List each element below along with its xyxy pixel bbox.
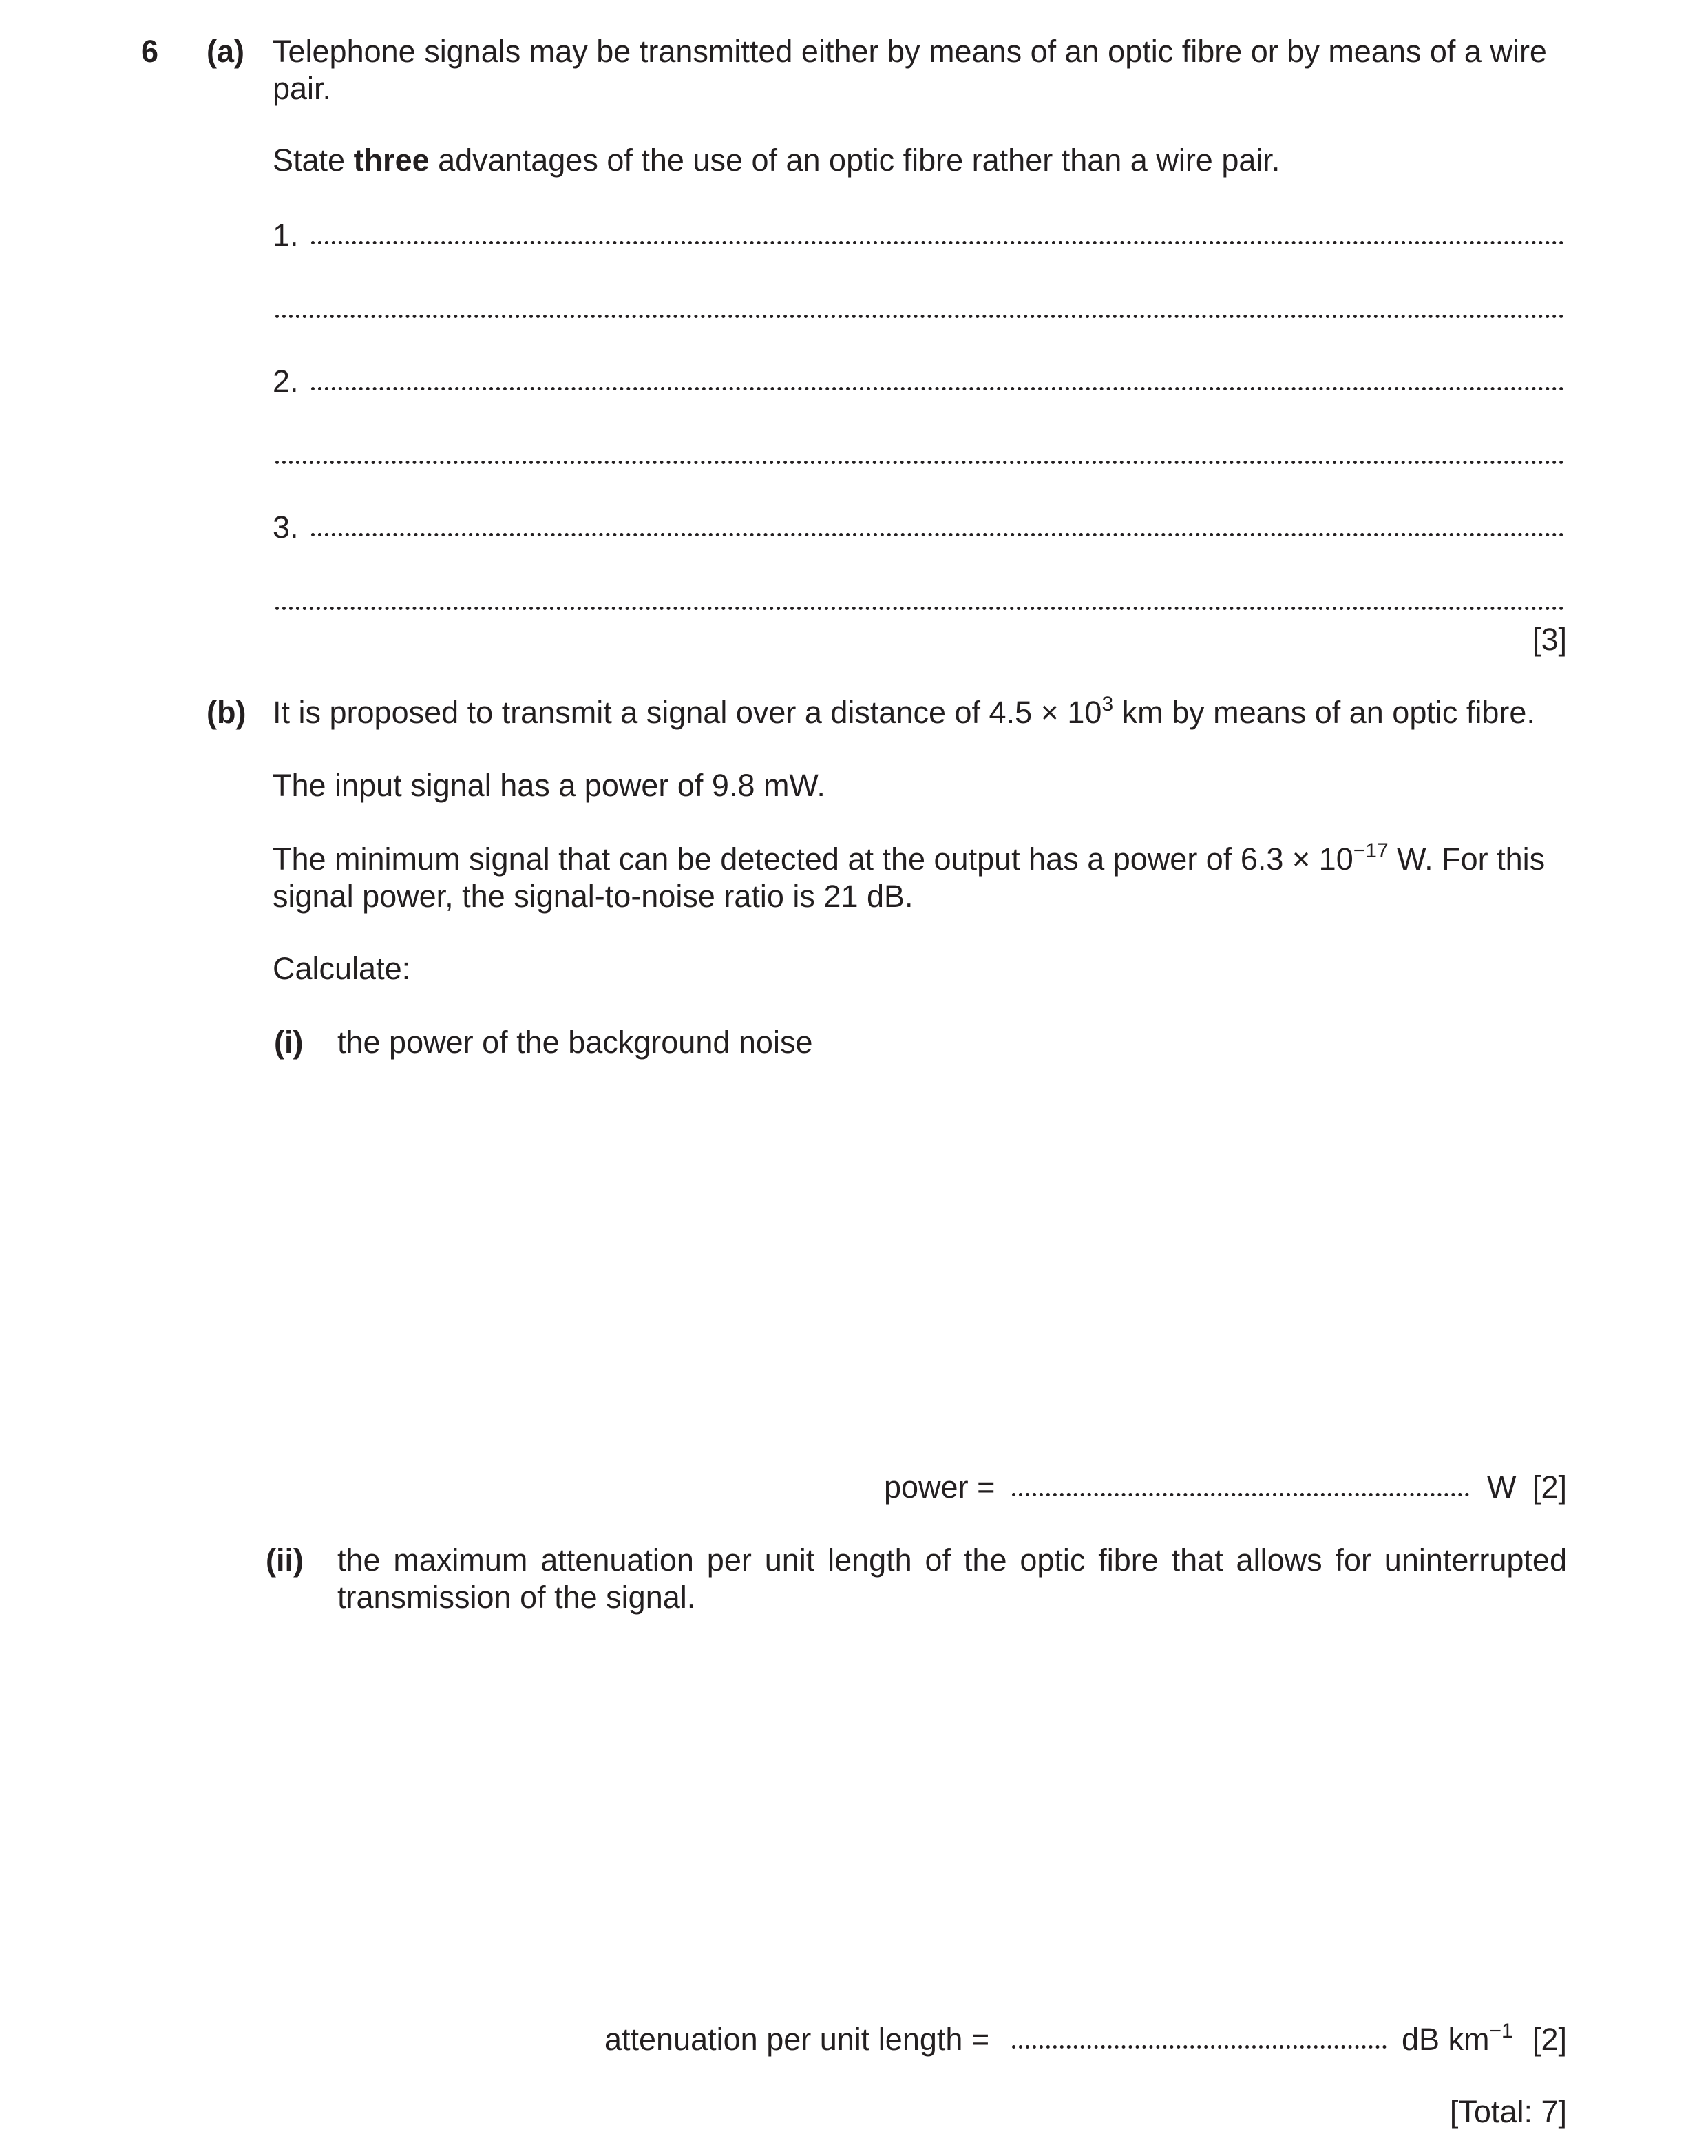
answer-line-1b[interactable]	[275, 315, 1564, 318]
question-number: 6	[141, 34, 159, 69]
attenuation-answer-line[interactable]	[1012, 2045, 1387, 2049]
part-a-label: (a)	[207, 34, 244, 69]
part-b-min-signal-text: The minimum signal that can be detected at the output has a power of $6.3 \times 10^{-17}$ W. For this signal power, the signal-to-noise ratio is 21 dB.	[273, 839, 1546, 914]
part-a-instruction: State three advantages of the use of an optic fibre rather than a wire pair.	[273, 143, 1280, 178]
answer-line-3a[interactable]	[311, 533, 1564, 536]
part-b-input-text: The input signal has a power of 9.8 mW.	[273, 768, 825, 803]
sub-ii-label: (ii)	[266, 1542, 304, 1578]
answer-label-3: 3.	[273, 510, 299, 545]
part-a-text: Telephone signals may be transmitted either by means of an optic fibre or by means of a wire pair.	[273, 34, 1547, 106]
answer-label-1: 1.	[273, 218, 299, 253]
part-b-intro: It is proposed to transmit a signal over a distance of $4.5 \times 10^3$ km by means of an optic fibre.	[273, 693, 1535, 730]
answer-label-2: 2.	[273, 364, 299, 399]
answer-line-1a[interactable]	[311, 241, 1564, 244]
power-answer-unit: W	[1487, 1469, 1517, 1505]
answer-line-2a[interactable]	[311, 387, 1564, 390]
sub-ii-text: the maximum attenuation per unit length of the optic fibre that allows for uninterrupted transmission of the signal.	[337, 1542, 1567, 1615]
sub-i-label: (i)	[274, 1025, 304, 1060]
part-b-label: (b)	[207, 695, 246, 730]
attenuation-answer-label: attenuation per unit length =	[604, 2022, 990, 2057]
answer-line-3b[interactable]	[275, 607, 1564, 610]
attenuation-answer-unit: dB $km^{-1}$	[1402, 2020, 1513, 2057]
sub-ii-marks: [2]	[1532, 2022, 1567, 2057]
total-marks: [Total: 7]	[1449, 2094, 1567, 2129]
power-answer-line[interactable]	[1012, 1493, 1469, 1496]
answer-line-2b[interactable]	[275, 461, 1564, 464]
power-answer-label: power =	[884, 1469, 995, 1505]
part-a-marks: [3]	[1532, 622, 1567, 657]
sub-i-marks: [2]	[1532, 1469, 1567, 1505]
calculate-label: Calculate:	[273, 951, 411, 986]
sub-i-text: the power of the background noise	[337, 1025, 813, 1060]
